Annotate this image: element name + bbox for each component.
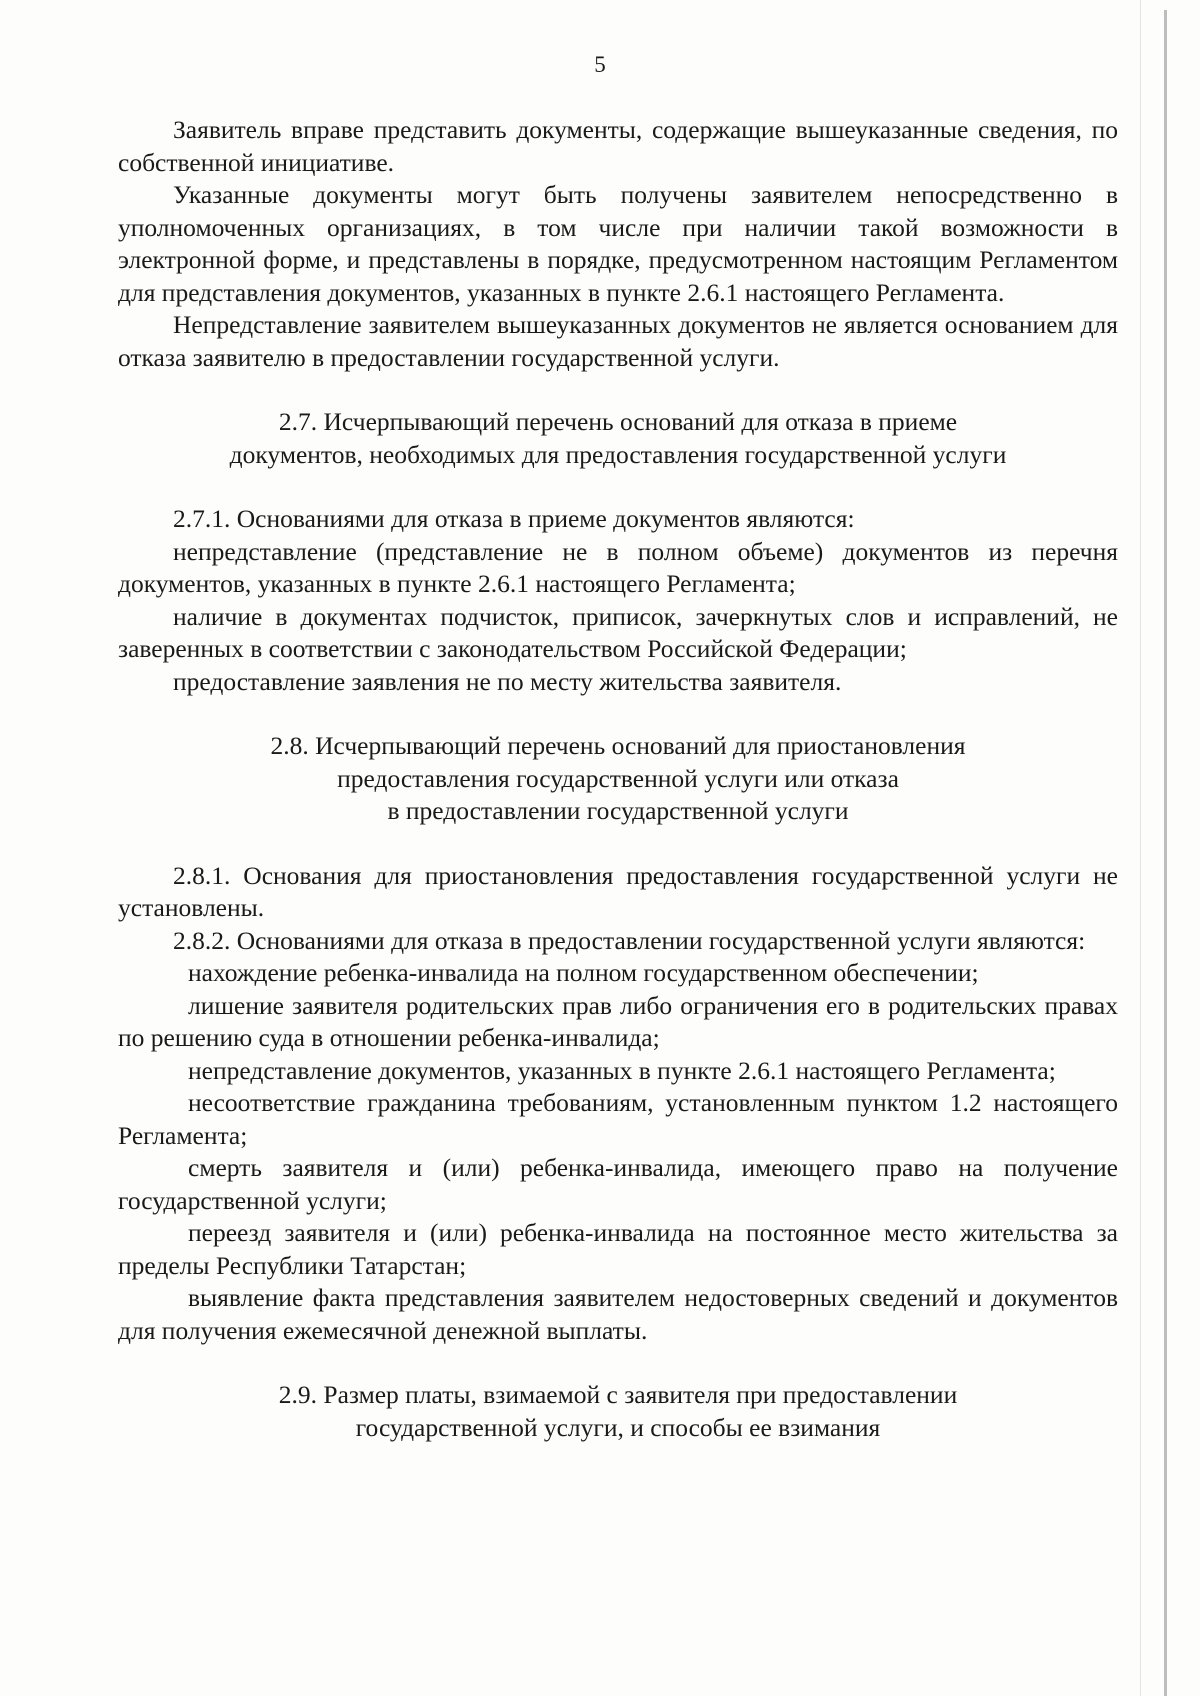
section-heading: 2.9. Размер платы, взимаемой с заявителя при предоставлении [278, 1380, 958, 1409]
paragraph: предоставление заявления не по месту жительства заявителя. [173, 666, 842, 696]
paragraph: Заявитель вправе представить документы, содержащие вышеуказанные сведения, по собственной инициативе. [118, 115, 1118, 177]
paragraph: 2.7.1. Основаниями для отказа в приеме документов являются: [173, 504, 855, 533]
scan-edge-line [1164, 10, 1167, 1696]
list-item: несоответствие гражданина требованиям, установленным пунктом 1.2 настоящего Регламента; [118, 1088, 1118, 1150]
list-item: нахождение ребенка-инвалида на полном государственном обеспечении; [188, 958, 979, 987]
list-item: смерть заявителя и (или) ребенка-инвалида, имеющего право на получение государственной услуги; [118, 1153, 1118, 1215]
section-heading: 2.7. Исчерпывающий перечень оснований для отказа в приеме [278, 407, 958, 436]
paragraph: 2.8.1. Основания для приостановления предоставления государственной услуги не установлены. [118, 860, 1118, 922]
paragraph: непредставление (представление не в полном объеме) документов из перечня документов, указанных в пункте 2.6.1 настоящего Регламента; [118, 536, 1118, 598]
section-heading: государственной услуги, и способы ее взимания [355, 1412, 881, 1442]
paragraph: наличие в документах подчисток, приписок, зачеркнутых слов и исправлений, не заверенных в соответствии с законодательством Российской Федерации; [118, 601, 1118, 663]
document-body [118, 114, 1118, 1444]
paragraph: Непредставление заявителем вышеуказанных документов не является основанием для отказа заявителю в предоставлении государственной услуги. [118, 310, 1118, 372]
section-heading: в предоставлении государственной услуги [387, 796, 849, 825]
list-item: переезд заявителя и (или) ребенка-инвалида на постоянное место жительства за пределы Республики Татарстан; [118, 1218, 1118, 1280]
section-heading: предоставления государственной услуги или отказа [337, 763, 899, 793]
paragraph: 2.8.2. Основаниями для отказа в предоставлении государственной услуги являются: [173, 925, 1086, 955]
section-heading: документов, необходимых для предоставления государственной услуги [229, 439, 1007, 469]
section-heading: 2.8. Исчерпывающий перечень оснований для приостановления [270, 731, 966, 760]
paragraph: Указанные документы могут быть получены заявителем непосредственно в уполномоченных организациях, в том числе при наличии такой возможности в электронной форме, и представлены в порядке, предусмотренном настоящим Регламентом для представления документов, указанных в пункте 2.6.1 настоящего Регламента. [118, 180, 1118, 307]
list-item: непредставление документов, указанных в пункте 2.6.1 настоящего Регламента; [188, 1055, 1056, 1085]
list-item: выявление факта представления заявителем недостоверных сведений и документов для получения ежемесячной денежной выплаты. [118, 1283, 1118, 1345]
scan-fold-line [1140, 0, 1141, 1696]
page-number: 5 [594, 52, 606, 77]
list-item: лишение заявителя родительских прав либо ограничения его в родительских правах по решению суда в отношении ребенка-инвалида; [118, 990, 1118, 1052]
